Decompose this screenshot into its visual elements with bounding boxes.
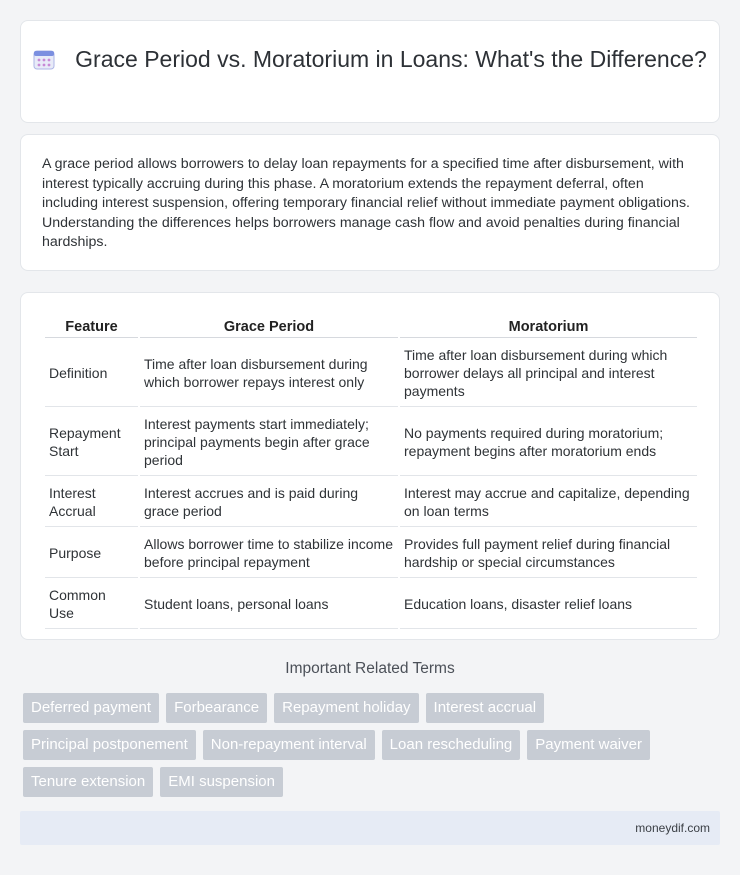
row-moratorium: Interest may accrue and capitalize, depending on loan terms (400, 478, 697, 527)
row-moratorium: Education loans, disaster relief loans (400, 580, 697, 629)
row-grace: Student loans, personal loans (140, 580, 398, 629)
title-card (20, 20, 720, 123)
intro-card (20, 134, 720, 271)
row-grace: Interest accrues and is paid during grace period (140, 478, 398, 527)
footer (20, 811, 720, 845)
row-feature: Repayment Start (45, 409, 138, 476)
related-terms-title: Important Related Terms (285, 660, 455, 677)
row-moratorium: Provides full payment relief during financial hardship or special circumstances (400, 529, 697, 578)
header-feature: Feature (45, 317, 138, 338)
term-tag[interactable]: Loan rescheduling (382, 730, 521, 760)
row-feature: Definition (45, 340, 138, 407)
page-title-wrap (21, 45, 719, 74)
footer-site-link[interactable]: moneydif.com (635, 821, 710, 835)
row-feature: Purpose (45, 529, 138, 578)
row-grace: Interest payments start immediately; principal payments begin after grace period (140, 409, 398, 476)
term-tag[interactable]: Non-repayment interval (203, 730, 375, 760)
term-tag[interactable]: EMI suspension (160, 767, 283, 797)
row-feature: Interest Accrual (45, 478, 138, 527)
row-grace: Allows borrower time to stabilize income before principal repayment (140, 529, 398, 578)
table-row (45, 529, 697, 578)
page-title: Grace Period vs. Moratorium in Loans: What's the Difference? (75, 46, 707, 72)
comparison-table (43, 315, 699, 631)
term-tag[interactable]: Tenure extension (23, 767, 153, 797)
table-row (45, 409, 697, 476)
row-feature: Common Use (45, 580, 138, 629)
comparison-table-card (20, 292, 720, 640)
header-moratorium: Moratorium (400, 317, 697, 338)
term-tag[interactable]: Forbearance (166, 693, 267, 723)
table-row (45, 478, 697, 527)
term-tag[interactable]: Interest accrual (426, 693, 545, 723)
row-grace: Time after loan disbursement during which borrower repays interest only (140, 340, 398, 407)
table-row (45, 340, 697, 407)
row-moratorium: Time after loan disbursement during which borrower delays all principal and interest payments (400, 340, 697, 407)
header-grace-period: Grace Period (140, 317, 398, 338)
intro-paragraph: A grace period allows borrowers to delay loan repayments for a specified time after disbursement, with interest typically accruing during this phase. A moratorium extends the repayment deferral, often including interest suspension, offering temporary financial relief without immediate payment obligations. Understanding the differences helps borrowers manage cash flow and avoid penalties during financial hardships. (42, 156, 690, 251)
term-tag[interactable]: Deferred payment (23, 693, 159, 723)
row-moratorium: No payments required during moratorium; repayment begins after moratorium ends (400, 409, 697, 476)
related-terms-list (23, 693, 703, 797)
table-header-row (45, 317, 697, 338)
term-tag[interactable]: Principal postponement (23, 730, 196, 760)
term-tag[interactable]: Payment waiver (527, 730, 650, 760)
term-tag[interactable]: Repayment holiday (274, 693, 418, 723)
table-row (45, 580, 697, 629)
calendar-icon (33, 48, 55, 70)
